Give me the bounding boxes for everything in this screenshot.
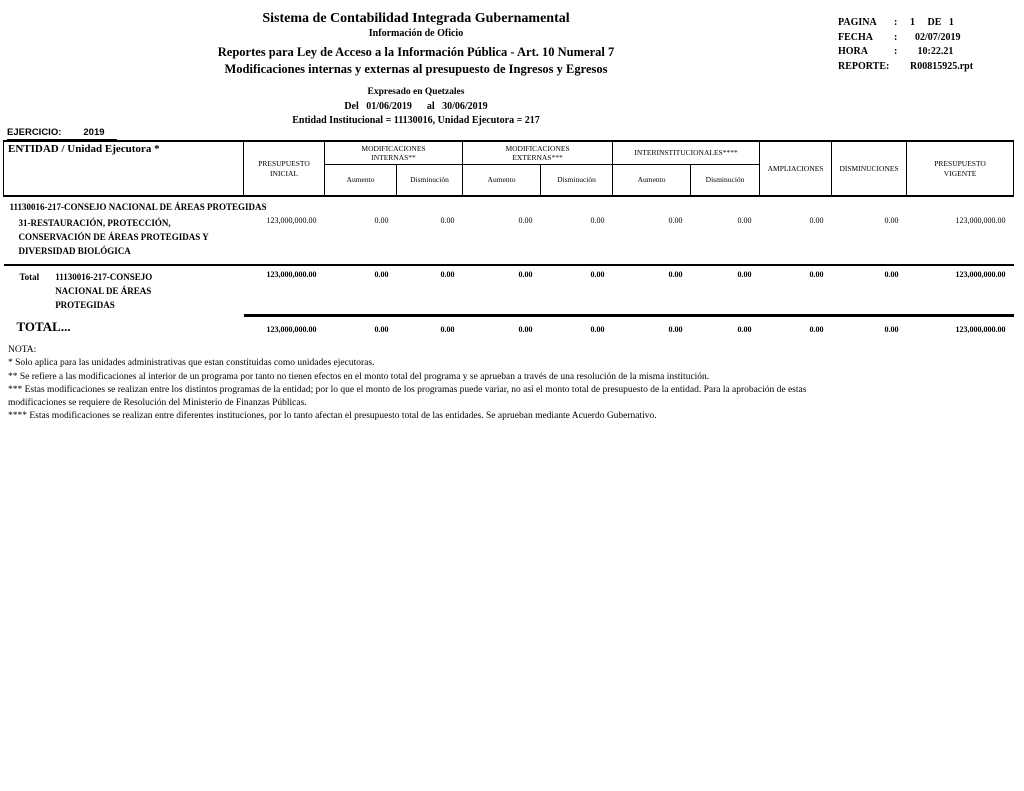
hora-colon: :: [894, 46, 898, 57]
subtitle-informacion-oficio: Información de Oficio: [368, 28, 464, 39]
presupuesto-inicial-line2: INICIAL: [270, 168, 298, 178]
entity-filter: Entidad Institucional = 11130016, Unidad Ejecutora = 217: [292, 115, 540, 126]
total-internas-aumento: 0.00: [325, 265, 397, 315]
col-group-modificaciones-internas: [325, 141, 463, 165]
entity-total-row: [4, 265, 1014, 315]
program-ampliaciones: 0.00: [809, 216, 824, 225]
reporte-label: REPORTE:: [838, 60, 890, 72]
col-header-presupuesto-vigente: [907, 141, 1014, 196]
total-label: Total: [19, 272, 40, 282]
report-title-line1: Reportes para Ley de Acceso a la Información Pública - Art. 10 Numeral 7: [217, 45, 615, 59]
meta-fecha: [838, 31, 973, 46]
col-header-presupuesto-inicial: [244, 141, 325, 196]
total-inter-aumento: 0.00: [613, 265, 691, 315]
ejercicio-label: EJERCICIO:: [7, 127, 62, 138]
col-group-modificaciones-externas: [463, 141, 613, 165]
meta-hora: [838, 45, 973, 60]
grand-internas-disminucion: 0.00: [397, 315, 463, 349]
program-externas-disminucion: 0.00: [590, 216, 605, 225]
externas-line2: EXTERNAS***: [512, 153, 563, 162]
total-ampliaciones: 0.00: [760, 265, 832, 315]
col-header-entidad: ENTIDAD / Unidad Ejecutora *: [4, 141, 244, 196]
fecha-colon: :: [894, 31, 898, 43]
col-header-ampliaciones: AMPLIACIONES: [760, 141, 832, 196]
table-header: [4, 141, 1014, 196]
hora-label: HORA: [838, 46, 868, 57]
grand-presupuesto-vigente: 123,000,000.00: [907, 315, 1014, 349]
program-internas-aumento: 0.00: [374, 216, 389, 225]
col-header-externas-aumento: Aumento: [463, 165, 541, 197]
total-presupuesto-vigente: 123,000,000.00: [907, 265, 1014, 315]
program-internas-disminucion: 0.00: [440, 216, 455, 225]
system-title: Sistema de Contabilidad Integrada Gubernamental: [262, 11, 570, 26]
note-line-5: **** Estas modificaciones se realizan entre diferentes instituciones, por lo tanto afectan el presupuesto total de las entidades. Se aprueban mediante Acuerdo Gubernativo.: [8, 411, 657, 422]
meta-reporte: [838, 60, 973, 75]
nota-title: NOTA:: [8, 345, 37, 355]
presupuesto-vigente-line1: PRESUPUESTO: [934, 159, 986, 168]
ejercicio-line: [7, 127, 117, 140]
entity-total-label-wrap: [5, 267, 243, 314]
report-title-line2: Modificaciones internas y externas al presupuesto de Ingresos y Egresos: [224, 62, 608, 76]
externas-line1: MODIFICACIONES: [505, 143, 570, 153]
pagina-value: 1 DE 1: [910, 17, 954, 28]
note-line-2: ** Se refiere a las modificaciones al interior de un programa por tanto no tienen efectos en el monto total del programa y se aprueban a través de una resolución de la misma institución.: [8, 371, 710, 382]
ejercicio-value: 2019: [83, 127, 105, 138]
col-header-internas-aumento: Aumento: [325, 165, 397, 197]
footnotes: [8, 344, 1008, 424]
reporte-colon: [894, 60, 910, 75]
grand-presupuesto-inicial: 123,000,000.00: [244, 315, 325, 349]
presupuesto-inicial-line1: PRESUPUESTO: [258, 159, 310, 168]
col-group-interinstitucionales: INTERINSTITUCIONALES****: [613, 141, 760, 165]
col-header-internas-disminucion: Disminución: [397, 165, 463, 197]
meta-pagina: [838, 16, 973, 31]
program-externas-aumento: 0.00: [518, 216, 533, 225]
col-header-disminuciones: DISMINUCIONES: [832, 141, 907, 196]
report-meta: [838, 16, 973, 74]
fecha-value: 02/07/2019: [910, 31, 961, 43]
hora-value: 10:22.21: [910, 46, 954, 57]
program-inter-aumento: 0.00: [668, 216, 683, 225]
grand-internas-aumento: 0.00: [325, 315, 397, 349]
date-range: Del 01/06/2019 al 30/06/2019: [344, 101, 488, 112]
fecha-label: FECHA: [838, 31, 873, 43]
entity-group-row: [4, 196, 1014, 212]
note-line-1: * Solo aplica para las unidades administrativas que estan constituidas como unidades ejecutoras.: [8, 358, 375, 369]
total-presupuesto-inicial: 123,000,000.00: [244, 265, 325, 315]
presupuesto-vigente-line2: VIGENTE: [943, 168, 977, 178]
internas-line1: MODIFICACIONES: [361, 143, 426, 153]
report-header: [166, 11, 666, 126]
grand-ampliaciones: 0.00: [760, 315, 832, 349]
grand-externas-disminucion: 0.00: [541, 315, 613, 349]
grand-total-label: TOTAL...: [16, 319, 71, 334]
program-presupuesto-inicial: 123,000,000.00: [266, 216, 317, 225]
col-header-externas-disminucion: Disminución: [541, 165, 613, 197]
pagina-label: PAGINA: [838, 17, 877, 28]
grand-disminuciones: 0.00: [832, 315, 907, 349]
budget-modifications-table: [3, 140, 1014, 349]
program-row: [4, 212, 1014, 265]
pagina-colon: :: [894, 17, 898, 28]
grand-inter-aumento: 0.00: [613, 315, 691, 349]
col-header-inter-disminucion: Disminución: [691, 165, 760, 197]
internas-line2: INTERNAS**: [371, 153, 416, 162]
entity-total-label-cell: [4, 265, 244, 315]
total-disminuciones: 0.00: [832, 265, 907, 315]
total-inter-disminucion: 0.00: [691, 265, 760, 315]
program-inter-disminucion: 0.00: [737, 216, 752, 225]
grand-externas-aumento: 0.00: [463, 315, 541, 349]
entity-group-name: 11130016-217-CONSEJO NACIONAL DE ÁREAS PROTEGIDAS: [9, 202, 267, 212]
program-name: 31-RESTAURACIÓN, PROTECCIÓN, CONSERVACIÓN DE ÁREAS PROTEGIDAS Y DIVERSIDAD BIOLÓGICA: [18, 218, 209, 256]
total-entity-name: 11130016-217-CONSEJO NACIONAL DE ÁREAS PROTEGIDAS: [55, 272, 153, 310]
col-header-inter-aumento: Aumento: [613, 165, 691, 197]
total-internas-disminucion: 0.00: [397, 265, 463, 315]
total-externas-disminucion: 0.00: [541, 265, 613, 315]
currency-note: Expresado en Quetzales: [367, 87, 465, 97]
program-presupuesto-vigente: 123,000,000.00: [955, 216, 1006, 225]
grand-inter-disminucion: 0.00: [691, 315, 760, 349]
total-externas-aumento: 0.00: [463, 265, 541, 315]
program-disminuciones: 0.00: [884, 216, 899, 225]
note-line-3: *** Estas modificaciones se realizan entre los distintos programas de la entidad; por lo que el monto de los programas puede variar, no así el monto total de presupuesto de la entidad. Para la aprobación de estas: [8, 384, 807, 395]
note-line-4: modificaciones se requiere de Resolución del Ministerio de Finanzas Públicas.: [8, 398, 307, 409]
reporte-value: R00815925.rpt: [910, 60, 974, 72]
